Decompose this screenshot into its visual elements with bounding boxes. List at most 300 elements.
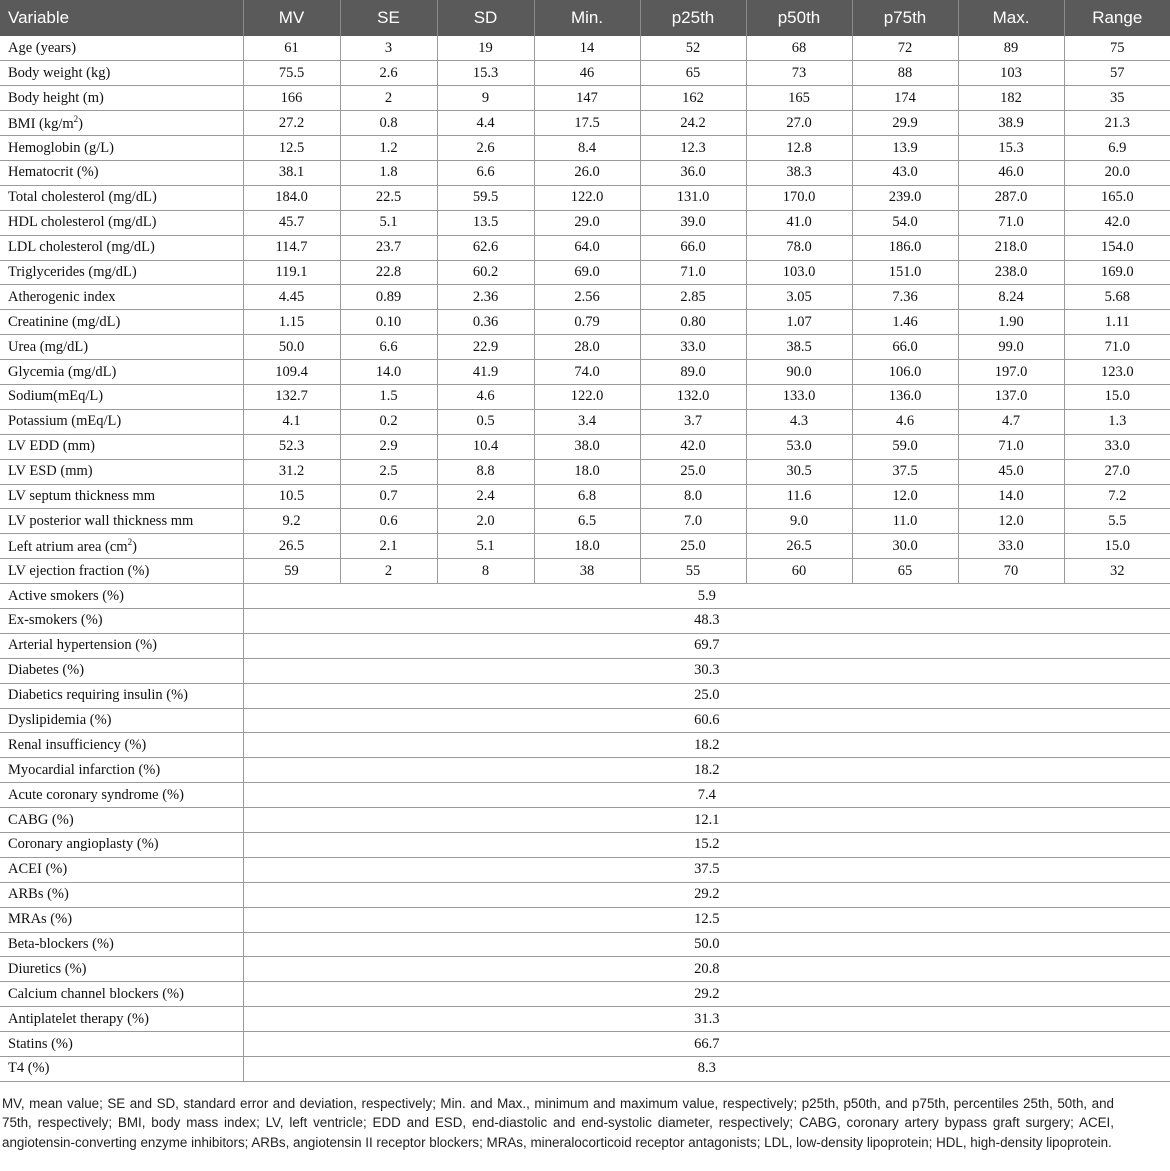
percent-cell: 31.3 — [243, 1007, 1170, 1032]
table-row — [0, 608, 1170, 633]
row-label-text: Glycemia (mg/dL) — [8, 363, 117, 380]
row-label — [0, 509, 243, 534]
row-label — [0, 36, 243, 61]
table-cell: 174 — [852, 86, 958, 111]
table-row — [0, 708, 1170, 733]
table-cell: 12.5 — [243, 136, 340, 161]
table-cell: 4.7 — [958, 409, 1064, 434]
row-label-text: Age (years) — [8, 39, 77, 56]
table-cell: 2.6 — [437, 136, 534, 161]
table-cell: 55 — [640, 559, 746, 584]
table-row — [0, 633, 1170, 658]
row-label: Calcium channel blockers (%) — [0, 982, 243, 1007]
table-cell: 6.9 — [1064, 136, 1170, 161]
table-cell: 103.0 — [746, 260, 852, 285]
percent-cell: 37.5 — [243, 857, 1170, 882]
table-cell: 30.0 — [852, 534, 958, 559]
percent-cell: 60.6 — [243, 708, 1170, 733]
table-cell: 131.0 — [640, 185, 746, 210]
table-row — [0, 857, 1170, 882]
table-cell: 132.7 — [243, 384, 340, 409]
percent-cell: 30.3 — [243, 658, 1170, 683]
table-cell: 35 — [1064, 86, 1170, 111]
row-label: MRAs (%) — [0, 907, 243, 932]
table-row — [0, 160, 1170, 185]
table-cell: 2.36 — [437, 285, 534, 310]
table-cell: 109.4 — [243, 360, 340, 385]
table-cell: 17.5 — [534, 111, 640, 136]
row-label: Ex-smokers (%) — [0, 608, 243, 633]
table-cell: 5.1 — [437, 534, 534, 559]
header-variable: Variable — [8, 8, 70, 27]
table-cell: 41.9 — [437, 360, 534, 385]
table-cell: 182 — [958, 86, 1064, 111]
row-label: Coronary angioplasty (%) — [0, 833, 243, 858]
table-cell: 170.0 — [746, 185, 852, 210]
table-cell: 31.2 — [243, 459, 340, 484]
row-label — [0, 210, 243, 235]
table-row — [0, 559, 1170, 584]
table-cell: 41.0 — [746, 210, 852, 235]
table-cell: 27.0 — [746, 111, 852, 136]
row-label-text: Triglycerides (mg/dL) — [8, 263, 137, 280]
table-cell: 38.0 — [534, 434, 640, 459]
row-label: Dyslipidemia (%) — [0, 708, 243, 733]
table-cell: 15.3 — [437, 61, 534, 86]
row-label-text: Total cholesterol (mg/dL) — [8, 189, 157, 206]
table-cell: 30.5 — [746, 459, 852, 484]
row-label: Statins (%) — [0, 1032, 243, 1057]
row-label: T4 (%) — [0, 1057, 243, 1082]
table-cell: 46.0 — [958, 160, 1064, 185]
table-row — [0, 335, 1170, 360]
table-cell: 42.0 — [640, 434, 746, 459]
table-cell: 1.3 — [1064, 409, 1170, 434]
table-cell: 71.0 — [640, 260, 746, 285]
row-label-superscript: 2 — [73, 113, 79, 124]
table-cell: 6.6 — [340, 335, 437, 360]
row-label-text: Sodium(mEq/L) — [8, 388, 104, 405]
table-cell: 90.0 — [746, 360, 852, 385]
row-label-end: ) — [78, 115, 83, 132]
table-cell: 38.5 — [746, 335, 852, 360]
table-cell: 4.3 — [746, 409, 852, 434]
table-cell: 61 — [243, 36, 340, 61]
table-row — [0, 61, 1170, 86]
table-cell: 69.0 — [534, 260, 640, 285]
table-cell: 22.8 — [340, 260, 437, 285]
table-row — [0, 733, 1170, 758]
row-label: Renal insufficiency (%) — [0, 733, 243, 758]
table-row — [0, 235, 1170, 260]
table-cell: 133.0 — [746, 384, 852, 409]
row-label — [0, 360, 243, 385]
table-cell: 20.0 — [1064, 160, 1170, 185]
percent-cell: 29.2 — [243, 882, 1170, 907]
row-label: Diabetes (%) — [0, 658, 243, 683]
table-cell: 29.0 — [534, 210, 640, 235]
table-cell: 10.5 — [243, 484, 340, 509]
table-cell: 12.3 — [640, 136, 746, 161]
table-row — [0, 534, 1170, 559]
table-cell: 6.6 — [437, 160, 534, 185]
row-label — [0, 260, 243, 285]
table-cell: 12.0 — [958, 509, 1064, 534]
header-min: Min. — [534, 0, 640, 36]
table-cell: 24.2 — [640, 111, 746, 136]
table-cell: 8.8 — [437, 459, 534, 484]
row-label-end: ) — [132, 538, 137, 555]
table-cell: 169.0 — [1064, 260, 1170, 285]
row-label: Acute coronary syndrome (%) — [0, 783, 243, 808]
table-cell: 2.1 — [340, 534, 437, 559]
table-cell: 147 — [534, 86, 640, 111]
table-cell: 11.6 — [746, 484, 852, 509]
row-label-text: LV EDD (mm) — [8, 438, 95, 455]
row-label — [0, 310, 243, 335]
row-label-text: LV septum thickness mm — [8, 487, 156, 504]
table-cell: 13.5 — [437, 210, 534, 235]
table-cell: 114.7 — [243, 235, 340, 260]
row-label: ARBs (%) — [0, 882, 243, 907]
table-cell: 59 — [243, 559, 340, 584]
table-cell: 36.0 — [640, 160, 746, 185]
table-cell: 2.6 — [340, 61, 437, 86]
table-cell: 38 — [534, 559, 640, 584]
table-cell: 165 — [746, 86, 852, 111]
table-row — [0, 136, 1170, 161]
table-cell: 122.0 — [534, 384, 640, 409]
table-row — [0, 111, 1170, 136]
table-cell: 103 — [958, 61, 1064, 86]
table-cell: 1.46 — [852, 310, 958, 335]
row-label — [0, 285, 243, 310]
table-cell: 89.0 — [640, 360, 746, 385]
table-row — [0, 86, 1170, 111]
row-label-text: Urea (mg/dL) — [8, 338, 89, 355]
table-cell: 26.0 — [534, 160, 640, 185]
table-cell: 218.0 — [958, 235, 1064, 260]
header-max: Max. — [958, 0, 1064, 36]
table-row — [0, 808, 1170, 833]
table-cell: 78.0 — [746, 235, 852, 260]
table-cell: 6.8 — [534, 484, 640, 509]
table-cell: 2 — [340, 559, 437, 584]
row-label: Active smokers (%) — [0, 584, 243, 609]
table-row — [0, 658, 1170, 683]
table-cell: 1.2 — [340, 136, 437, 161]
table-cell: 6.5 — [534, 509, 640, 534]
percent-cell: 48.3 — [243, 608, 1170, 633]
table-cell: 33.0 — [640, 335, 746, 360]
table-cell: 122.0 — [534, 185, 640, 210]
row-label-text: Potassium (mEq/L) — [8, 413, 122, 430]
table-cell: 74.0 — [534, 360, 640, 385]
table-cell: 33.0 — [958, 534, 1064, 559]
percent-cell: 12.5 — [243, 907, 1170, 932]
table-cell: 5.5 — [1064, 509, 1170, 534]
table-cell: 26.5 — [746, 534, 852, 559]
table-cell: 9.0 — [746, 509, 852, 534]
table-row — [0, 882, 1170, 907]
percent-cell: 8.3 — [243, 1057, 1170, 1082]
table-cell: 0.2 — [340, 409, 437, 434]
table-cell: 59.5 — [437, 185, 534, 210]
table-footnote: MV, mean value; SE and SD, standard error and deviation, respectively; Min. and Max., minimum and maximum value, respectively; p25th, p50th, and p75th, percentiles 25th, 50th, and 75th, respectively; BMI, body mass index; LV, left ventricle; EDD and ESD, end-diastolic and end-systolic diameter, respectively; CABG, coronary artery bypass graft surgery; ACEI, angiotensin-converting enzyme inhibitors; ARBs, angiotensin II receptor blockers; MRAs, mineralocorticoid receptor antagonists; LDL, low-density lipoprotein; HDL, high-density lipoprotein. — [2, 1095, 1114, 1150]
table-cell: 71.0 — [958, 210, 1064, 235]
table-row — [0, 285, 1170, 310]
table-cell: 75.5 — [243, 61, 340, 86]
percent-cell: 18.2 — [243, 758, 1170, 783]
table-row — [0, 1007, 1170, 1032]
table-cell: 71.0 — [1064, 335, 1170, 360]
table-cell: 1.8 — [340, 160, 437, 185]
table-cell: 3 — [340, 36, 437, 61]
table-row — [0, 1057, 1170, 1082]
percent-cell: 66.7 — [243, 1032, 1170, 1057]
table-cell: 2.0 — [437, 509, 534, 534]
table-row — [0, 783, 1170, 808]
row-label — [0, 185, 243, 210]
table-cell: 7.0 — [640, 509, 746, 534]
table-cell: 197.0 — [958, 360, 1064, 385]
header-range: Range — [1064, 0, 1170, 36]
table-cell: 136.0 — [852, 384, 958, 409]
table-cell: 9.2 — [243, 509, 340, 534]
table-cell: 7.36 — [852, 285, 958, 310]
table-cell: 1.5 — [340, 384, 437, 409]
table-cell: 68 — [746, 36, 852, 61]
table-cell: 45.7 — [243, 210, 340, 235]
row-label-text: LV posterior wall thickness mm — [8, 512, 194, 529]
table-cell: 0.36 — [437, 310, 534, 335]
table-cell: 75 — [1064, 36, 1170, 61]
row-label — [0, 534, 243, 559]
table-cell: 8.0 — [640, 484, 746, 509]
header-sd: SD — [437, 0, 534, 36]
table-cell: 25.0 — [640, 534, 746, 559]
table-cell: 2.85 — [640, 285, 746, 310]
row-label: Antiplatelet therapy (%) — [0, 1007, 243, 1032]
table-cell: 154.0 — [1064, 235, 1170, 260]
table-cell: 14 — [534, 36, 640, 61]
table-cell: 2.5 — [340, 459, 437, 484]
table-row — [0, 384, 1170, 409]
table-cell: 10.4 — [437, 434, 534, 459]
table-cell: 71.0 — [958, 434, 1064, 459]
table-cell: 42.0 — [1064, 210, 1170, 235]
table-cell: 53.0 — [746, 434, 852, 459]
table-cell: 25.0 — [640, 459, 746, 484]
table-cell: 2.4 — [437, 484, 534, 509]
header-mv: MV — [243, 0, 340, 36]
table-cell: 14.0 — [340, 360, 437, 385]
table-cell: 151.0 — [852, 260, 958, 285]
percent-cell: 7.4 — [243, 783, 1170, 808]
table-row — [0, 434, 1170, 459]
table-cell: 2.56 — [534, 285, 640, 310]
table-cell: 5.68 — [1064, 285, 1170, 310]
table-row — [0, 360, 1170, 385]
percent-cell: 15.2 — [243, 833, 1170, 858]
table-row — [0, 484, 1170, 509]
table-cell: 0.79 — [534, 310, 640, 335]
table-row — [0, 907, 1170, 932]
percent-cell: 12.1 — [243, 808, 1170, 833]
table-cell: 52.3 — [243, 434, 340, 459]
table-cell: 3.7 — [640, 409, 746, 434]
table-cell: 0.80 — [640, 310, 746, 335]
table-cell: 57 — [1064, 61, 1170, 86]
row-label-text: Body weight (kg) — [8, 64, 111, 81]
percent-cell: 69.7 — [243, 633, 1170, 658]
table-cell: 123.0 — [1064, 360, 1170, 385]
table-cell: 21.3 — [1064, 111, 1170, 136]
table-cell: 132.0 — [640, 384, 746, 409]
table-cell: 137.0 — [958, 384, 1064, 409]
table-cell: 0.8 — [340, 111, 437, 136]
table-row — [0, 683, 1170, 708]
table-cell: 4.6 — [852, 409, 958, 434]
row-label: ACEI (%) — [0, 857, 243, 882]
table-row — [0, 36, 1170, 61]
row-label — [0, 384, 243, 409]
table-cell: 23.7 — [340, 235, 437, 260]
header-p75th: p75th — [852, 0, 958, 36]
table-cell: 65 — [852, 559, 958, 584]
table-row — [0, 758, 1170, 783]
row-label-text: Creatinine (mg/dL) — [8, 313, 121, 330]
table-row — [0, 982, 1170, 1007]
table-row — [0, 310, 1170, 335]
percent-cell: 18.2 — [243, 733, 1170, 758]
table-cell: 62.6 — [437, 235, 534, 260]
table-cell: 52 — [640, 36, 746, 61]
table-cell: 70 — [958, 559, 1064, 584]
table-cell: 22.5 — [340, 185, 437, 210]
table-cell: 239.0 — [852, 185, 958, 210]
row-label — [0, 111, 243, 136]
table-cell: 60 — [746, 559, 852, 584]
row-label-text: LV ejection fraction (%) — [8, 562, 150, 579]
table-cell: 238.0 — [958, 260, 1064, 285]
row-label-text: Left atrium area (cm — [8, 538, 128, 555]
table-cell: 18.0 — [534, 459, 640, 484]
table-cell: 28.0 — [534, 335, 640, 360]
table-cell: 38.9 — [958, 111, 1064, 136]
table-cell: 8.4 — [534, 136, 640, 161]
table-row — [0, 957, 1170, 982]
table-cell: 66.0 — [640, 235, 746, 260]
table-cell: 0.6 — [340, 509, 437, 534]
table-cell: 73 — [746, 61, 852, 86]
table-cell: 19 — [437, 36, 534, 61]
row-label: Diabetics requiring insulin (%) — [0, 683, 243, 708]
table-cell: 186.0 — [852, 235, 958, 260]
table-cell: 72 — [852, 36, 958, 61]
table-cell: 0.5 — [437, 409, 534, 434]
table-cell: 8 — [437, 559, 534, 584]
row-label-text: HDL cholesterol (mg/dL) — [8, 214, 157, 231]
percent-cell: 29.2 — [243, 982, 1170, 1007]
table-cell: 38.3 — [746, 160, 852, 185]
table-row — [0, 210, 1170, 235]
table-cell: 1.90 — [958, 310, 1064, 335]
table-cell: 1.15 — [243, 310, 340, 335]
percent-cell: 25.0 — [243, 683, 1170, 708]
percent-cell: 5.9 — [243, 584, 1170, 609]
row-label-text: BMI (kg/m — [8, 115, 74, 132]
table-cell: 0.89 — [340, 285, 437, 310]
table-cell: 88 — [852, 61, 958, 86]
row-label — [0, 434, 243, 459]
row-label — [0, 409, 243, 434]
row-label — [0, 160, 243, 185]
table-cell: 39.0 — [640, 210, 746, 235]
table-cell: 32 — [1064, 559, 1170, 584]
table-cell: 65 — [640, 61, 746, 86]
row-label: Diuretics (%) — [0, 957, 243, 982]
table-cell: 1.11 — [1064, 310, 1170, 335]
table-cell: 37.5 — [852, 459, 958, 484]
table-cell: 59.0 — [852, 434, 958, 459]
table-cell: 4.6 — [437, 384, 534, 409]
header-row — [0, 0, 1170, 36]
header-p25th: p25th — [640, 0, 746, 36]
table-cell: 54.0 — [852, 210, 958, 235]
table-cell: 5.1 — [340, 210, 437, 235]
table-row — [0, 185, 1170, 210]
percent-cell: 20.8 — [243, 957, 1170, 982]
table-body — [0, 36, 1170, 1081]
table-header — [0, 0, 1170, 36]
table-row — [0, 833, 1170, 858]
table-row — [0, 584, 1170, 609]
table-cell: 15.0 — [1064, 384, 1170, 409]
table-cell: 50.0 — [243, 335, 340, 360]
table-cell: 27.0 — [1064, 459, 1170, 484]
table-cell: 106.0 — [852, 360, 958, 385]
table-cell: 8.24 — [958, 285, 1064, 310]
table-cell: 46 — [534, 61, 640, 86]
table-cell: 162 — [640, 86, 746, 111]
table-cell: 3.05 — [746, 285, 852, 310]
row-label-text: Hematocrit (%) — [8, 164, 99, 181]
table-cell: 26.5 — [243, 534, 340, 559]
percent-cell: 50.0 — [243, 932, 1170, 957]
table-cell: 7.2 — [1064, 484, 1170, 509]
table-row — [0, 509, 1170, 534]
table-cell: 89 — [958, 36, 1064, 61]
table-cell: 38.1 — [243, 160, 340, 185]
row-label-text: LV ESD (mm) — [8, 463, 93, 480]
table-cell: 15.0 — [1064, 534, 1170, 559]
table-cell: 0.7 — [340, 484, 437, 509]
table-cell: 12.0 — [852, 484, 958, 509]
table-row — [0, 409, 1170, 434]
row-label-superscript: 2 — [127, 536, 133, 547]
row-label — [0, 335, 243, 360]
table-row — [0, 459, 1170, 484]
table-cell: 1.07 — [746, 310, 852, 335]
table-cell: 66.0 — [852, 335, 958, 360]
table-cell: 29.9 — [852, 111, 958, 136]
table-cell: 43.0 — [852, 160, 958, 185]
table-cell: 2.9 — [340, 434, 437, 459]
row-label — [0, 484, 243, 509]
table-row — [0, 260, 1170, 285]
table-cell: 3.4 — [534, 409, 640, 434]
